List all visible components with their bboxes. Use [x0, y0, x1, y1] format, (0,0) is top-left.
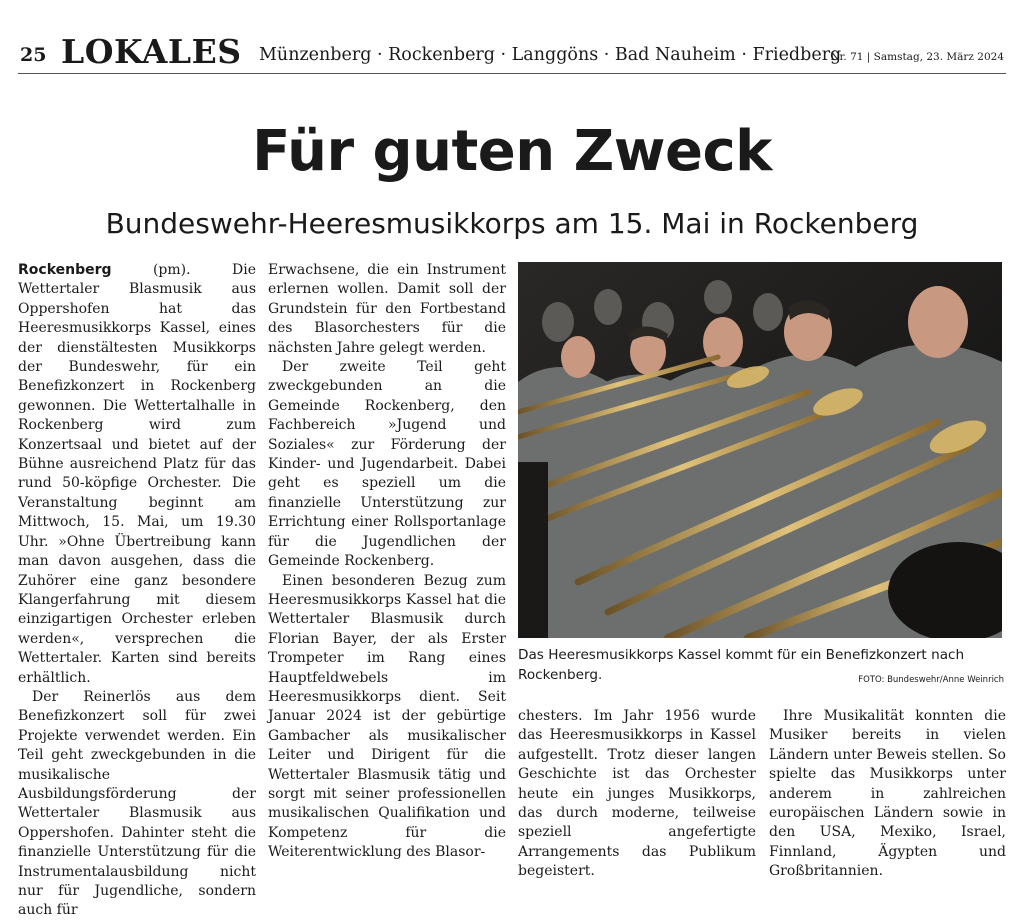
paragraph: Ihre Musikalität konnten die Musiker bereits in vielen Ländern unter Beweis stellen. So spielte das Musikkorps unter anderem in zahlreichen europäischen Ländern sowie in den USA, Mexiko, Israel, Finnland, Ägypten und Großbritannien.	[769, 708, 1006, 880]
headline: Für guten Zweck	[252, 119, 772, 184]
paragraph: Der zweite Teil geht zweckgebunden an die Gemeinde Rockenberg, den Fachbereich »Jugend und Soziales« zur Förderung der Kinder- und Jugendarbeit. Dabei geht es speziell um die finanzielle Unterstützung zur Errichtung einer Rollsportanlage für die Jugendlichen der Gemeinde Rockenberg.	[268, 359, 506, 570]
paragraph: Erwachsene, die ein Instrument erlernen wollen. Damit soll der Grundstein für den Fortbestand des Blasorchesters für die nächsten Jahre gelegt werden.	[268, 262, 506, 356]
subheadline: Bundeswehr-Heeresmusikkorps am 15. Mai in Rockenberg	[105, 207, 919, 240]
masthead-rule	[18, 73, 1006, 74]
section-title: LOKALES	[61, 32, 242, 71]
paragraph	[18, 261, 256, 688]
orchestra-photo	[518, 262, 1002, 638]
masthead	[18, 30, 1006, 74]
article-column-3	[518, 707, 756, 882]
paragraph-text: (pm). Die Wettertaler Blasmusik aus Oppershofen hat das Heeresmusikkorps Kassel, eines der dienstältesten Musikkorps der Bundeswehr, für ein Benefizkonzert in Rockenberg gewonnen. Die Wettertalhalle in Rockenberg wird zum Konzertsaal und bietet auf der Bühne ausreichend Platz für das rund 50-köpfige Orchester. Die Veranstaltung beginnt am Mittwoch, 15. Mai, um 19.30 Uhr. »Ohne Übertreibung kann man davon ausgehen, dass die Zuhörer eine ganz besondere Klangerfahrung mit diesem einzigartigen Orchester erleben werden«, versprechen die Wettertaler. Karten sind bereits erhältlich.	[18, 262, 256, 686]
region-towns: Münzenberg · Rockenberg · Langgöns · Bad Nauheim · Friedberg	[259, 45, 842, 65]
photo-credit: FOTO: Bundeswehr/Anne Weinrich	[858, 675, 1004, 685]
issue-info: Nr. 71 | Samstag, 23. März 2024	[830, 51, 1004, 63]
paragraph: Der Reinerlös aus dem Benefizkonzert soll für zwei Projekte verwendet werden. Ein Teil geht zweckgebunden in die musikalische Ausbildungsförderung der Wettertaler Blasmusik aus Oppershofen. Dahinter steht die finanzielle Unterstützung für die Instrumentalausbildung nicht nur für Jugendliche, sondern auch für	[18, 688, 256, 919]
dateline: Rockenberg	[18, 262, 112, 278]
paragraph: Einen besonderen Bezug zum Heeresmusikkorps Kassel hat die Wettertaler Blasmusik durch Florian Bayer, der als Erster Trompeter im Rang eines Hauptfeldwebels im Heeresmusikkorps dient. Seit Januar 2024 ist der gebürtige Gambacher als musikalischer Leiter und Dirigent für die Wettertaler Blasmusik tätig und sorgt mit seiner professionellen musikalischen Qualifikation und Kompetenz für die Weiterentwicklung des Blasor-	[268, 572, 506, 861]
article-column-4	[769, 707, 1006, 882]
article-column-2	[268, 261, 506, 863]
paragraph: chesters. Im Jahr 1956 wurde das Heeresmusikkorps in Kassel aufgestellt. Trotz dieser langen Geschichte ist das Orchester heute ein junges Musikkorps, das durch moderne, teilweise speziell angefertigte Arrangements das Publikum begeistert.	[518, 708, 756, 880]
page-number: 25	[20, 44, 47, 66]
article-column-1	[18, 261, 256, 921]
photo-caption: Das Heeresmusikkorps Kassel kommt für ein Benefizkonzert nach Rockenberg.	[518, 647, 965, 683]
orchestra-photo-illustration	[518, 262, 1002, 638]
